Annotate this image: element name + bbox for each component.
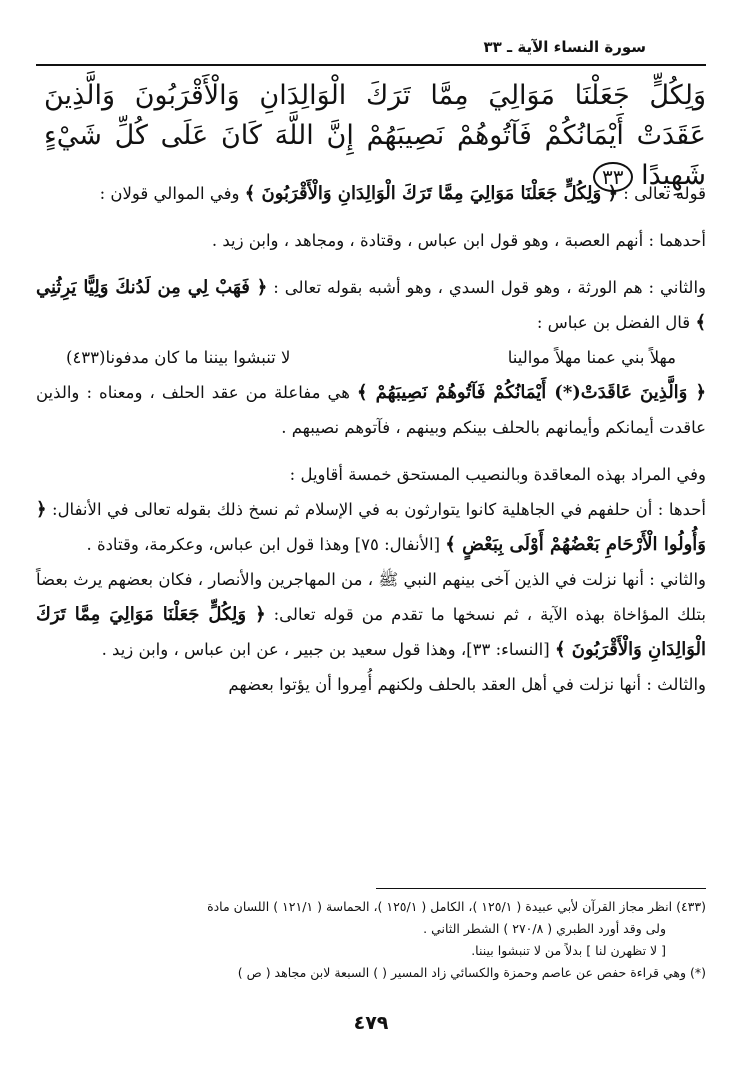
verse-text: وَلِكُلٍّ جَعَلْنَا مَوَالِيَ مِمَّا تَرَكَ الْوَالِدَانِ وَالْأَقْرَبُونَ وَالَّذِينَ عَقَدَتْ أَيْمَانُكُمْ فَآتُوهُمْ نَصِيبَهُمْ إِنَّ اللَّهَ كَانَ عَلَى كُلِّ شَيْءٍ شَهِيدًا: [44, 80, 706, 191]
footnotes: [36, 896, 706, 984]
paragraph-5: وفي المراد بهذه المعاقدة وبالنصيب المستحق خمسة أقاويل :: [289, 465, 706, 484]
text: وفي الموالي قولان :: [99, 184, 245, 203]
quran-quote: ﴿ وَالَّذِينَ عَاقَدَتْ(*) أَيْمَانُكُمْ فَآتُوهُمْ نَصِيبَهُمْ ﴾: [357, 382, 706, 403]
ayah-number: ٣٣: [593, 162, 632, 192]
poem-first-hemistich: مهلاً بني عمنا مهلاً موالينا: [507, 348, 676, 367]
text: أحدها : أن حلفهم في الجاهلية كانوا يتوارثون به في الإسلام ثم نسخ ذلك بقوله تعالى في الأنفال:: [46, 500, 706, 519]
paragraph-3: [36, 270, 706, 340]
text: قال الفضل بن عباس :: [536, 313, 696, 332]
text: [الأنفال: ٧٥] وهذا قول ابن عباس، وعكرمة، وقتادة .: [86, 535, 446, 554]
running-header: سورة النساء الآية ـ ٣٣: [483, 38, 646, 56]
paragraph-2: أحدهما : أنهم العصبة ، وهو قول ابن عباس ، وقتادة ، ومجاهد ، وابن زيد .: [211, 231, 706, 250]
quran-quote: ﴿ وَلِكُلٍّ جَعَلْنَا مَوَالِيَ مِمَّا تَرَكَ الْوَالِدَانِ وَالْأَقْرَبُونَ ﴾: [244, 183, 619, 204]
paragraph-6: [36, 492, 706, 562]
paragraph-8: والثالث : أنها نزلت في أهل العقد بالحلف ولكنهم أُمِروا أن يؤتوا بعضهم: [228, 675, 706, 694]
footnote-star: (*) وهي قراءة حفص عن عاصم وحمزة والكسائي زاد المسير ( ) السبعة لابن مجاهد ( ص ): [237, 965, 706, 980]
quran-quote: ﴿ وَأُولُوا الْأَرْحَامِ بَعْضُهُمْ أَوْلَى بِبَعْضٍ ﴾: [36, 499, 706, 555]
quran-quote: ﴿ وَلِكُلٍّ جَعَلْنَا مَوَالِيَ مِمَّا تَرَكَ الْوَالِدَانِ وَالْأَقْرَبُونَ ﴾: [36, 604, 706, 660]
footnote-433-note: [ لا تظهرن لنا ] بدلاً من لا تنبشوا بيننا.: [471, 943, 666, 958]
commentary-body: [36, 176, 706, 702]
footnote-433: (٤٣٣) انظر مجاز القرآن لأبي عبيدة ( ١٢٥/١ )، الكامل ( ١٢٥/١ )، الحماسة ( ١٢١/١ ) اللسان مادة: [207, 899, 706, 914]
text: [النساء: ٣٣]، وهذا قول سعيد بن جبير ، عن ابن عباس ، وابن زيد .: [101, 640, 555, 659]
poem-second-hemistich: لا تنبشوا بيننا ما كان مدفونا(٤٣٣): [66, 348, 291, 367]
footnote-rule: [376, 888, 706, 889]
text: قوله تعالى :: [618, 184, 706, 203]
paragraph-1: [36, 176, 706, 211]
footnote-433-continued: ولى وقد أورد الطبري ( ٢٧٠/٨ ) الشطر الثاني .: [423, 921, 666, 936]
paragraph-7: [36, 562, 706, 667]
quran-quote: ﴿ فَهَبْ لِي مِن لَدُنكَ وَلِيًّا يَرِثُنِي ﴾: [36, 277, 706, 333]
paragraph-4: [36, 375, 706, 445]
poem-verse: [36, 340, 706, 375]
header-rule: [36, 64, 706, 66]
page-number: ٤٧٩: [353, 1012, 389, 1034]
text: هي مفاعلة من عقد الحلف ، ومعناه : والذين عاقدت أيمانكم وأيمانهم بالحلف بينكم وبينهم ، فآتوهم نصيبهم .: [36, 383, 706, 437]
text: والثاني : أنها نزلت في الذين آخى بينهم النبي ﷺ ، من المهاجرين والأنصار ، فكان بعضهم يرث بعضاً بتلك المؤاخاة بهذه الآية ، ثم نسخها ما تقدم من قوله تعالى:: [36, 570, 706, 624]
text: والثاني : هم الورثة ، وهو قول السدي ، وهو أشبه بقوله تعالى :: [267, 278, 706, 297]
